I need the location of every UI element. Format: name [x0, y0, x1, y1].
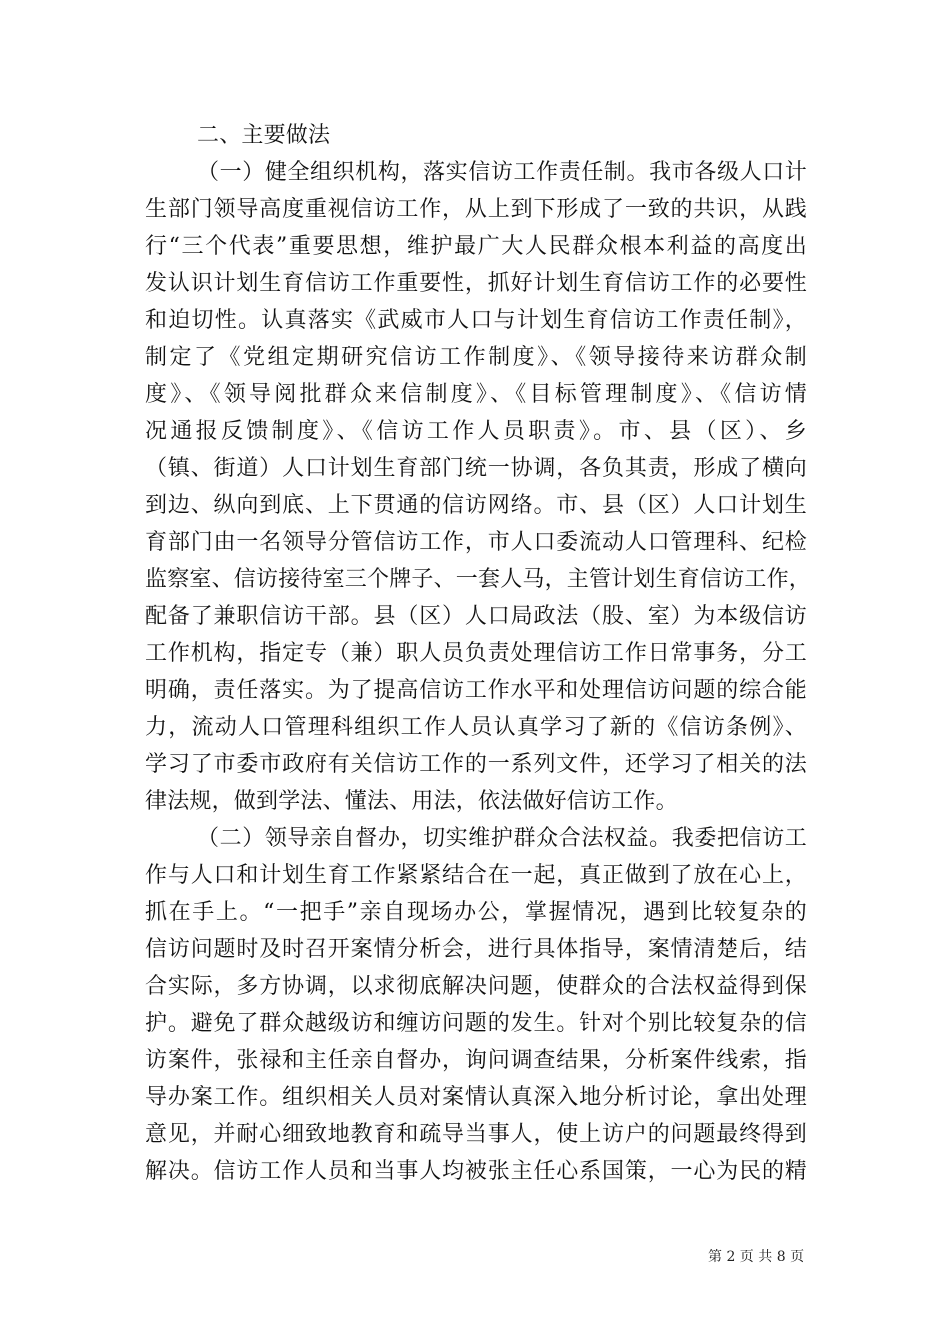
paragraph-line: （二）领导亲自督办，切实维护群众合法权益。我委把信访工	[197, 826, 807, 851]
paragraph-line: 律法规，做到学法、懂法、用法，依法做好信访工作。	[145, 789, 678, 814]
paragraph-line: 到边、纵向到底、上下贯通的信访网络。市、县（区）人口计划生	[145, 493, 807, 518]
paragraph-line: 导办案工作。组织相关人员对案情认真深入地分析讨论，拿出处理	[145, 1085, 807, 1110]
paragraph-line: 护。避免了群众越级访和缠访问题的发生。针对个别比较复杂的信	[145, 1011, 807, 1036]
paragraph-line: 制定了《党组定期研究信访工作制度》、《领导接待来访群众制	[145, 345, 807, 370]
section-heading: 二、主要做法	[197, 123, 331, 148]
paragraph-line: 度》、《领导阅批群众来信制度》、《目标管理制度》、《信访情	[145, 382, 807, 407]
paragraph-line: 解决。信访工作人员和当事人均被张主任心系国策，一心为民的精	[145, 1159, 807, 1184]
paragraph-line: 合实际，多方协调，以求彻底解决问题，使群众的合法权益得到保	[145, 974, 807, 999]
paragraph-line: 作与人口和计划生育工作紧紧结合在一起，真正做到了放在心上，	[145, 863, 807, 888]
paragraph-line: 育部门由一名领导分管信访工作，市人口委流动人口管理科、纪检	[145, 530, 807, 555]
paragraph-line: 况通报反馈制度》、《信访工作人员职责》。市、县（区）、乡	[145, 419, 807, 444]
paragraph-line: 抓在手上。“一把手”亲自现场办公，掌握情况，遇到比较复杂的	[145, 900, 807, 925]
paragraph-line: 监察室、信访接待室三个牌子、一套人马，主管计划生育信访工作，	[145, 567, 812, 592]
paragraph-line: 生部门领导高度重视信访工作，从上到下形成了一致的共识，从践	[145, 197, 807, 222]
paragraph-line: 访案件，张禄和主任亲自督办，询问调查结果，分析案件线索，指	[145, 1048, 807, 1073]
paragraph-line: 行“三个代表”重要思想，维护最广大人民群众根本利益的高度出	[145, 234, 807, 259]
paragraph-line: 和迫切性。认真落实《武威市人口与计划生育信访工作责任制》，	[145, 308, 807, 333]
paragraph-line: 明确，责任落实。为了提高信访工作水平和处理信访问题的综合能	[145, 678, 807, 703]
paragraph-line: 工作机构，指定专（兼）职人员负责处理信访工作日常事务，分工	[145, 641, 807, 666]
page-number: 第 2 页 共 8 页	[708, 1249, 805, 1265]
paragraph-line: 学习了市委市政府有关信访工作的一系列文件，还学习了相关的法	[145, 752, 807, 777]
body-text	[145, 117, 812, 1190]
paragraph-line: 信访问题时及时召开案情分析会，进行具体指导，案情清楚后，结	[145, 937, 807, 962]
paragraph-line: 力，流动人口管理科组织工作人员认真学习了新的《信访条例》、	[145, 715, 807, 740]
paragraph-line: （镇、街道）人口计划生育部门统一协调，各负其责，形成了横向	[145, 456, 807, 481]
paragraph-line: 意见，并耐心细致地教育和疏导当事人，使上访户的问题最终得到	[145, 1122, 807, 1147]
paragraph-line: 配备了兼职信访干部。县（区）人口局政法（股、室）为本级信访	[145, 604, 807, 629]
paragraph-line: （一）健全组织机构，落实信访工作责任制。我市各级人口计	[197, 160, 807, 185]
paragraph-line: 发认识计划生育信访工作重要性，抓好计划生育信访工作的必要性	[145, 271, 807, 296]
